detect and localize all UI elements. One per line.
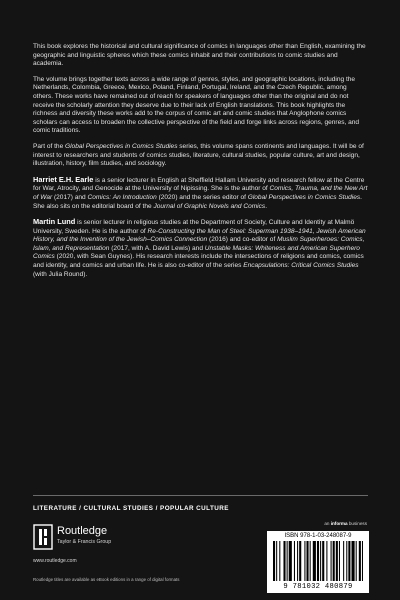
bio-text: (2020) and the series editor of	[156, 193, 248, 201]
barcode-stripe	[273, 541, 275, 581]
publisher-website[interactable]: www.routledge.com	[33, 558, 77, 564]
editor-bio-lund	[33, 218, 368, 279]
series-title: Global Perspectives in Comics Studies	[65, 142, 178, 150]
book-title: Comics, Trauma, and the New Art of War	[33, 185, 368, 201]
barcode-stripe	[279, 541, 280, 581]
publisher-logo	[33, 524, 153, 550]
book-title: Global Perspectives in Comics Studies	[247, 193, 361, 201]
barcode-stripe	[313, 541, 316, 581]
informa-prefix: an	[324, 521, 331, 526]
series-intro: Part of the	[33, 142, 66, 150]
book-title: Comics: An Introduction	[87, 193, 157, 201]
barcode-stripe	[304, 541, 305, 581]
divider-rule	[33, 495, 368, 496]
bio-text: .	[265, 202, 268, 210]
barcode-stripe	[320, 541, 321, 581]
barcode-stripe	[276, 541, 277, 581]
barcode-stripe	[287, 541, 288, 581]
publisher-group: Taylor & Francis Group	[57, 539, 112, 545]
barcode-stripe	[317, 541, 319, 581]
barcode-stripe	[306, 541, 308, 581]
bio-text: (2020, with Sean Guynes). His research interests include the intersections of religions and comics, comics and identity, and comics and urban life. He is also co-editor of the series	[33, 253, 364, 270]
barcode-stripe	[299, 541, 301, 581]
bio-text: is a senior lecturer in English at Sheffield Hallam University and research fellow at the Centre for War, Atrocity, and Genocide at the University of Nipissing. She is the author of	[33, 176, 365, 193]
editor-bio-earle	[33, 176, 368, 211]
barcode-stripe	[294, 541, 295, 581]
bio-text: (2016) and co-editor of	[207, 236, 278, 244]
barcode-stripe	[326, 541, 327, 581]
barcode-stripe	[346, 541, 347, 581]
book-title: Re-Constructing the Man of Steel: Superman 1938–1941, Jewish American History, and the Invention of the Jewish–Comics Connection	[33, 227, 366, 244]
book-title: Muslim Superheroes: Comics, Islam, and Representation	[33, 236, 365, 252]
book-title: Encapsulations: Critical Comics Studies	[243, 262, 359, 270]
barcode-stripe	[297, 541, 298, 581]
barcode-stripe	[343, 541, 344, 581]
isbn-label: ISBN 978-1-03-248087-9	[284, 533, 352, 539]
book-title: Unstable Masks: Whiteness and American Superhero Comics	[33, 244, 360, 261]
bio-text: . She also sits on the editorial board of the	[33, 193, 362, 210]
barcode-stripe	[310, 541, 311, 581]
barcode-stripe	[336, 541, 338, 581]
blurb-paragraph-1: This book explores the historical and cultural significance of comics in languages other than English, examining the geographic and linguistic spheres which these comics inhabit and their contributions to comic studies and academia.	[33, 43, 366, 68]
informa-suffix: business	[347, 521, 367, 526]
blurb-paragraph-2: The volume brings together texts across a wide range of genres, styles, and geographic locations, including the Netherlands, Colombia, Greece, Mexico, Poland, Finland, Portugal, Ireland, and the Czech Republic, among others. These works have remained out of reach for speakers of languages other than the original and do not receive the scholarly attention they deserve due to their lack of English translations. This book highlights the richness and diversity these works add to the corpus of comic art and comic studies that Anglophone comics scholars can access to broaden the collective perspective of the field and forge links across regions, genres, and comic traditions.	[33, 75, 360, 135]
book-title: Journal of Graphic Novels and Comics	[153, 202, 266, 210]
publisher-name: Routledge	[57, 525, 108, 537]
barcode-panel	[267, 531, 369, 593]
informa-brand: informa	[330, 521, 348, 526]
blurb-paragraph-3	[33, 143, 368, 169]
subject-categories: LITERATURE / CULTURAL STUDIES / POPULAR CULTURE	[33, 505, 229, 512]
editor-name-lund: Martin Lund	[33, 217, 76, 227]
ebook-availability-note: Routledge titles are available as eBook editions in a range of digital formats	[33, 577, 180, 582]
bio-text: (with Julia Round).	[33, 270, 88, 278]
barcode-stripe	[339, 541, 340, 581]
bio-text: (2017, with A. David Lewis) and	[109, 244, 205, 252]
barcode-stripe	[333, 541, 335, 581]
barcode-stripe	[283, 541, 285, 581]
series-outro: series, this volume spans continents and languages. It will be of interest to researchers and students of comics studies, literature, cultural studies, popular culture, art and design, illustration, history, film studies, and sociology.	[33, 142, 364, 168]
barcode-stripe	[362, 541, 363, 581]
barcode-stripe	[356, 541, 357, 581]
routledge-building-logo-icon	[33, 524, 53, 550]
bio-text: (2017) and	[52, 193, 88, 201]
barcode-stripe	[359, 541, 361, 581]
barcode-stripe	[322, 541, 324, 581]
barcode-digits: 9 781032 480879	[283, 583, 353, 591]
barcode-stripe	[331, 541, 332, 581]
barcode-stripe	[348, 541, 350, 581]
blurb-text	[33, 43, 368, 286]
editor-name-earle: Harriet E.H. Earle	[33, 174, 94, 184]
barcode-stripe	[351, 541, 354, 581]
barcode-stripe	[289, 541, 292, 581]
bio-text: is senior lecturer in religious studies at the Department of Society, Culture and Identity at Malmö University, Sweden. He is the author of	[33, 219, 355, 235]
informa-tagline	[324, 521, 367, 526]
barcode-icon	[273, 541, 363, 585]
